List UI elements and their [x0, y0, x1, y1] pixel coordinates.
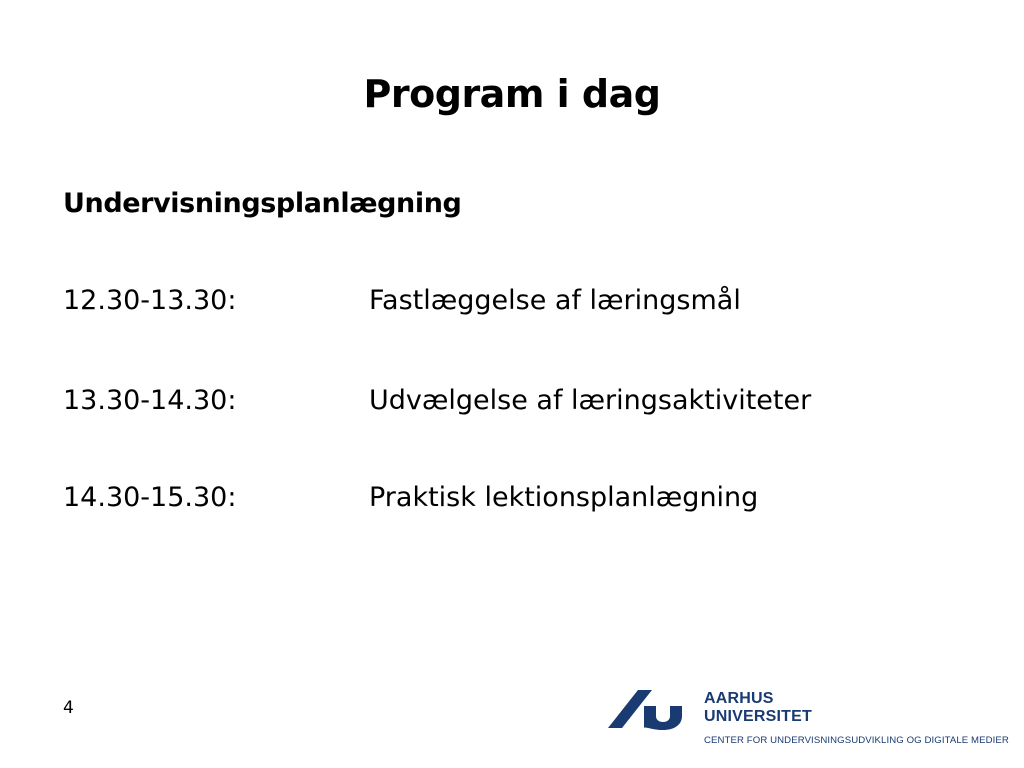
schedule-row — [63, 385, 963, 425]
schedule-activity: Fastlæggelse af læringsmål — [369, 285, 741, 316]
section-heading: Undervisningsplanlægning — [63, 188, 462, 219]
aarhus-university-logo — [608, 686, 1018, 756]
logo-subtitle: CENTER FOR UNDERVISNINGSUDVIKLING OG DIGITALE MEDIER — [704, 735, 1009, 746]
schedule-time: 14.30-15.30: — [63, 482, 237, 513]
logo-name-line1: AARHUS — [704, 690, 774, 707]
logo-name-line2: UNIVERSITET — [704, 708, 812, 725]
schedule-row — [63, 285, 963, 325]
schedule-time: 13.30-14.30: — [63, 385, 237, 416]
schedule-row — [63, 482, 963, 522]
schedule-activity: Praktisk lektionsplanlægning — [369, 482, 759, 513]
schedule-activity: Udvælgelse af læringsaktiviteter — [369, 385, 812, 416]
logo-name — [704, 690, 812, 726]
slide-title: Program i dag — [363, 72, 661, 116]
page-number: 4 — [63, 698, 74, 718]
au-logo-mark-icon — [608, 688, 690, 730]
schedule-time: 12.30-13.30: — [63, 285, 237, 316]
